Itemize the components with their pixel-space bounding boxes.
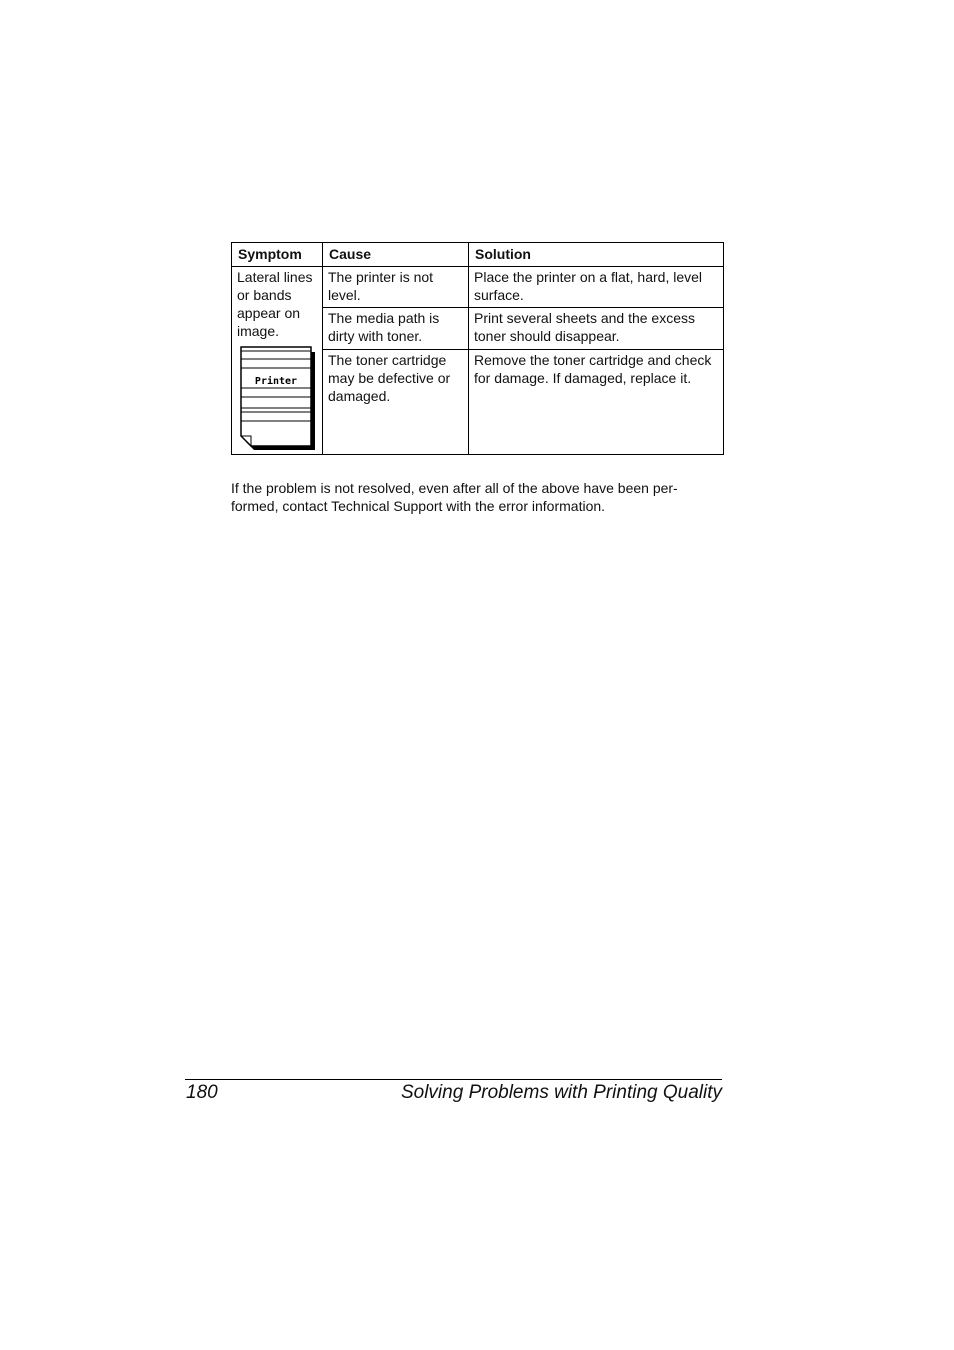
cause-cell: The toner cartridge may be defective or damaged. [323, 350, 469, 455]
cause-cell: The media path is dirty with toner. [323, 308, 469, 350]
solution-cell: Place the printer on a flat, hard, level surface. [469, 267, 724, 308]
support-note [231, 479, 723, 515]
cause-cell: The printer is not level. [323, 267, 469, 308]
solution-cell: Remove the toner cartridge and check for damage. If damaged, replace it. [469, 350, 724, 455]
symptom-cell [232, 267, 323, 455]
table-header-row [232, 243, 724, 267]
header-solution: Solution [469, 243, 724, 267]
banded-print-sample-icon [240, 346, 315, 450]
solution-cell: Print several sheets and the excess toner should disappear. [469, 308, 724, 350]
support-note-line-2: formed, contact Technical Support with the error information. [231, 498, 606, 514]
page-number: 180 [186, 1082, 218, 1103]
footer-divider [185, 1079, 722, 1080]
chapter-title: Solving Problems with Printing Quality [400, 1082, 722, 1103]
header-cause: Cause [323, 243, 469, 267]
table-row [232, 267, 724, 308]
symptom-text: Lateral lines or bands appear on image. [237, 269, 313, 339]
support-note-line-1: If the problem is not resolved, even after all of the above have been per- [231, 480, 678, 496]
sample-print-label: Printer [254, 376, 298, 387]
troubleshooting-table [231, 242, 724, 455]
header-symptom: Symptom [232, 243, 323, 267]
